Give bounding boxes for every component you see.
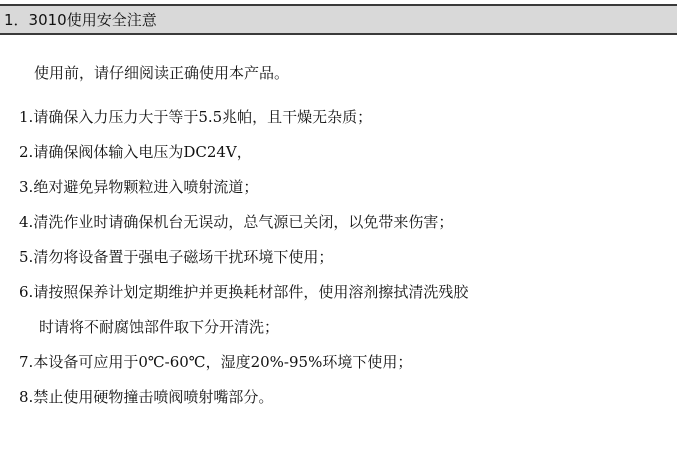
section-header (0, 4, 677, 35)
list-item (19, 107, 468, 127)
list-item (19, 387, 468, 407)
item-number: 5. (19, 248, 34, 266)
item-text: 清勿将设备置于强电子磁场干扰环境下使用； (33, 248, 334, 266)
item-text: 禁止使用硬物撞击喷阀喷射嘴部分。 (33, 388, 274, 406)
item-number: 7. (19, 353, 34, 371)
list-item (19, 177, 468, 197)
item-continuation: 时请将不耐腐蚀部件取下分开清洗； (39, 318, 280, 336)
intro-text: 使用前，请仔细阅读正确使用本产品。 (34, 64, 290, 82)
list-item (19, 142, 468, 162)
item-text: 绝对避免异物颗粒进入喷射流道； (33, 178, 259, 196)
list-item (19, 352, 468, 372)
item-number: 6. (19, 283, 34, 301)
item-text: 请按照保养计划定期维护并更换耗材部件，使用溶剂擦拭清洗残胶 (33, 283, 469, 301)
item-text: 清洗作业时请确保机台无误动，总气源已关闭，以免带来伤害； (33, 213, 454, 231)
item-text: 本设备可应用于0℃-60℃，湿度20%-95%环境下使用； (33, 353, 413, 371)
item-text: 请确保入力压力大于等于5.5兆帕，且干燥无杂质； (33, 108, 373, 126)
list-item (19, 247, 468, 267)
item-number: 3. (19, 178, 34, 196)
list-item (19, 282, 468, 337)
section-title: 1．3010使用安全注意 (4, 11, 157, 29)
item-text: 请确保阀体输入电压为DC24V， (33, 143, 252, 161)
item-number: 8. (19, 388, 34, 406)
item-number: 1. (19, 108, 34, 126)
list-item (19, 212, 468, 232)
item-number: 2. (19, 143, 34, 161)
item-number: 4. (19, 213, 34, 231)
safety-notes-list (19, 107, 468, 422)
